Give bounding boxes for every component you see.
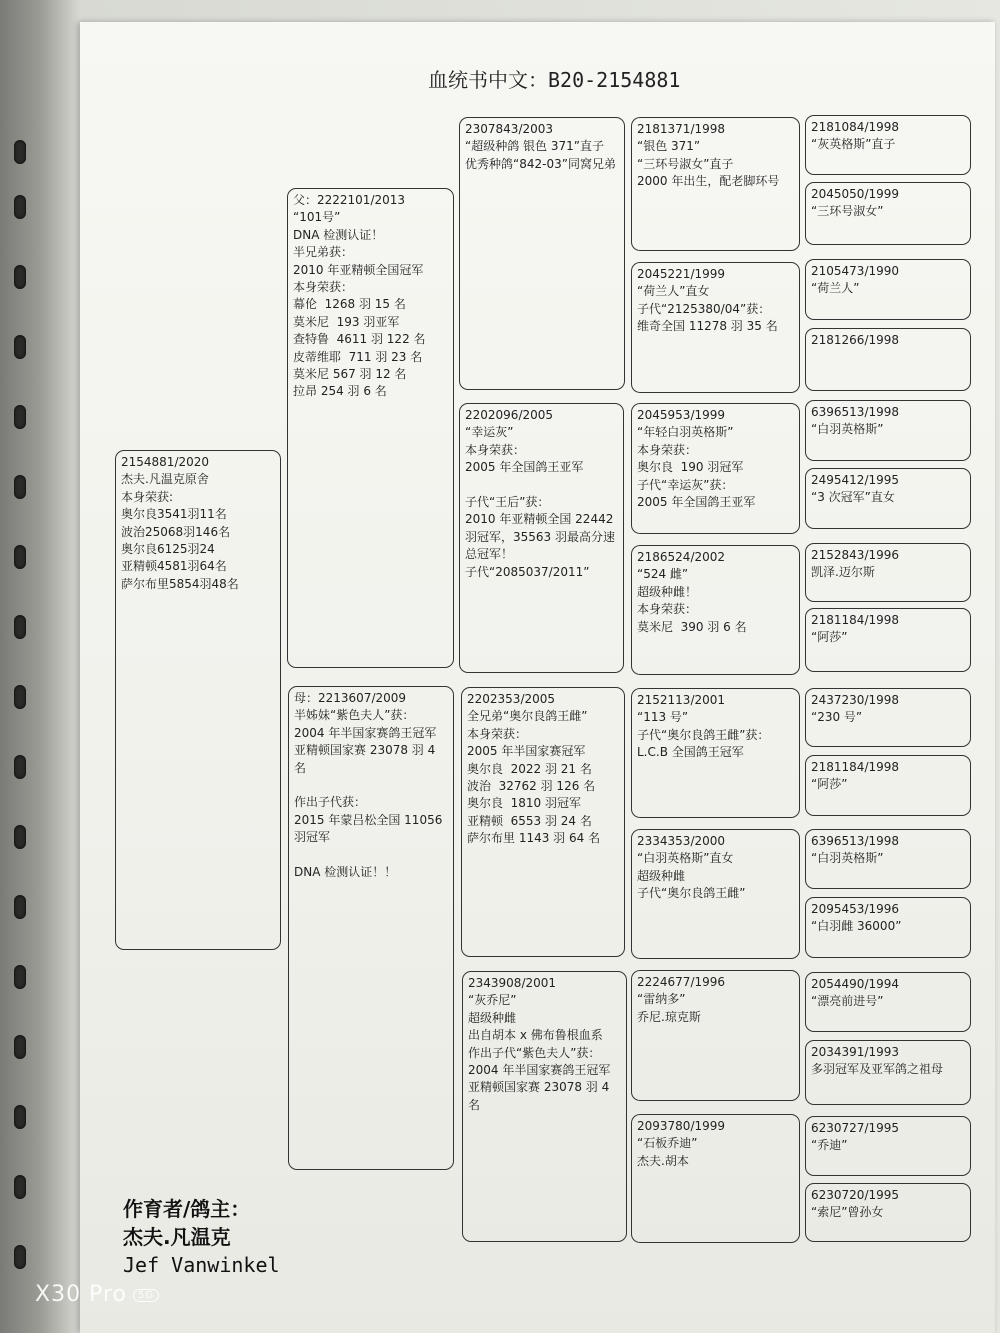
pedigree-line: [294, 777, 448, 794]
pedigree-line: 超级种雌: [637, 868, 686, 883]
grandsire-maternal-box: [461, 687, 625, 957]
pedigree-line: “荷兰人”直女: [637, 284, 710, 299]
pedigree-line: 波治 32762 羽 126 名: [467, 779, 596, 794]
ring-number: 2054490/1994: [811, 977, 900, 991]
pedigree-line: “白羽英格斯”直女: [637, 851, 734, 866]
gen4-box: [805, 1183, 971, 1242]
pedigree-line: L.C.B 全国鸽王冠军: [637, 745, 744, 760]
pigeon-box: [115, 450, 281, 950]
pedigree-line: [465, 477, 618, 494]
pedigree-line: 子代“2125380/04”获：: [637, 301, 771, 316]
gen3-box: [631, 545, 800, 675]
ring-number: 2034391/1993: [811, 1045, 900, 1059]
pedigree-line: 2010 年亚精顿全国冠军: [293, 262, 424, 277]
pedigree-line: DNA 检测认证！！: [294, 865, 397, 880]
pedigree-line: “阿莎”: [811, 630, 848, 645]
pedigree-line: 优秀种鸽“842-03”同窝兄弟: [465, 156, 616, 171]
pedigree-line: 子代“幸运灰”获：: [637, 477, 734, 492]
ring-number: 母：2213607/2009: [294, 691, 407, 705]
ring-number: 2202096/2005: [465, 408, 554, 422]
pedigree-line: 全兄弟“奥尔良鸽王雌”: [467, 709, 588, 724]
breeder-label: 作育者/鸽主：: [123, 1197, 251, 1221]
pedigree-line: 子代“王后”获：: [465, 495, 550, 510]
binder-hole: [14, 1245, 26, 1269]
pedigree-line: “年轻白羽英格斯”: [637, 425, 734, 440]
binder-hole: [14, 140, 26, 164]
pedigree-line: “银色 371”: [637, 139, 701, 154]
gen4-box: [805, 182, 971, 245]
pedigree-line: 子代“2085037/2011”: [465, 564, 590, 579]
pedigree-line: 亚精顿 6553 羽 24 名: [467, 813, 592, 828]
pedigree-line: 超级种雌！: [637, 584, 698, 599]
gen3-box: [631, 829, 800, 959]
binder-hole: [14, 755, 26, 779]
pedigree-line: 2015 年蒙吕松全国 11056 羽冠军: [294, 812, 447, 845]
pedigree-line: 作出子代获：: [294, 795, 367, 810]
binder-hole: [14, 545, 26, 569]
binder-hole: [14, 825, 26, 849]
gen4-box: [805, 1116, 971, 1176]
pedigree-line: “三环号淑女”直子: [637, 156, 734, 171]
gen4-box: [805, 543, 971, 602]
pedigree-line: “113 号”: [637, 710, 689, 725]
pedigree-line: 乔尼.琼克斯: [637, 1009, 701, 1024]
sire-box: [287, 188, 454, 668]
pedigree-line: “乔迪”: [811, 1138, 848, 1153]
pedigree-line: 2010 年亚精顿全国 22442 羽冠军，35563 羽最高分速总冠军！: [465, 512, 618, 562]
pedigree-line: 作出子代“紫色夫人”获：: [468, 1045, 601, 1060]
gen4-box: [805, 400, 971, 461]
pedigree-line: 多羽冠军及亚军鸽之祖母: [811, 1062, 944, 1077]
pedigree-line: “荷兰人”: [811, 281, 860, 296]
pedigree-line: 萨尔布里 1143 羽 64 名: [467, 831, 601, 846]
ring-number: 2307843/2003: [465, 122, 554, 136]
ring-number: 2093780/1999: [637, 1119, 726, 1133]
binder-hole: [14, 265, 26, 289]
ring-number: 2181184/1998: [811, 760, 900, 774]
gen3-box: [631, 1114, 800, 1243]
ring-number: 2334353/2000: [637, 834, 726, 848]
pedigree-line: 本身荣获：: [465, 442, 526, 457]
pedigree-line: [294, 847, 448, 864]
pedigree-line: DNA 检测认证！: [293, 227, 384, 242]
pedigree-line: “幸运灰”: [465, 425, 514, 440]
ring-number: 2045221/1999: [637, 267, 726, 281]
pedigree-line: 杰夫.胡本: [637, 1153, 689, 1168]
binder-hole: [14, 685, 26, 709]
breeder-name-cn: 杰夫.凡温克: [123, 1225, 231, 1249]
pedigree-line: 凯泽.迈尔斯: [811, 565, 875, 580]
pedigree-line: 本身荣获：: [293, 280, 354, 295]
gen4-box: [805, 328, 971, 391]
pedigree-line: 超级种雌: [468, 1010, 517, 1025]
ring-number: 2181266/1998: [811, 333, 900, 347]
pedigree-line: “三环号淑女”: [811, 204, 884, 219]
ring-number: 2105473/1990: [811, 264, 900, 278]
page-title: [428, 64, 680, 93]
gen3-box: [631, 970, 800, 1101]
pedigree-line: “230 号”: [811, 710, 863, 725]
ring-number: 6230720/1995: [811, 1188, 900, 1202]
pedigree-line: 幕伦 1268 羽 15 名: [293, 297, 406, 312]
watermark-badge: 5G: [133, 1289, 159, 1302]
ring-number: 2495412/1995: [811, 473, 900, 487]
pedigree-line: 杰夫.凡温克原舍: [121, 472, 209, 487]
pedigree-line: “索尼”曾孙女: [811, 1205, 884, 1220]
pedigree-line: 子代“奥尔良鸽王雌”: [637, 886, 746, 901]
pedigree-line: 子代“奥尔良鸽王雌”获：: [637, 727, 770, 742]
dam-box: [288, 686, 454, 1170]
pedigree-line: 2004 年半国家赛鸽王冠军: [468, 1063, 611, 1078]
binder-hole: [14, 895, 26, 919]
gen4-box: [805, 829, 971, 889]
ring-number: 2152843/1996: [811, 548, 900, 562]
pedigree-line: 本身荣获：: [467, 726, 528, 741]
ring-number: 2343908/2001: [468, 976, 557, 990]
gen3-box: [631, 117, 800, 251]
ring-number: 父：2222101/2013: [293, 193, 406, 207]
pedigree-line: “白羽英格斯”: [811, 422, 884, 437]
pedigree-line: “漂亮前进号”: [811, 994, 884, 1009]
pedigree-line: “524 雌”: [637, 567, 689, 582]
grandsire-paternal-box: [459, 117, 625, 390]
ring-number: 2181084/1998: [811, 120, 900, 134]
ring-number: 2181184/1998: [811, 613, 900, 627]
ring-number: 2437230/1998: [811, 693, 900, 707]
pedigree-line: 波治25068羽146名: [121, 524, 231, 539]
pedigree-line: 亚精顿国家赛 23078 羽 4 名: [468, 1080, 614, 1112]
gen3-box: [631, 262, 800, 393]
gen4-box: [805, 688, 971, 747]
pedigree-line: 奥尔良 190 羽冠军: [637, 460, 744, 475]
pedigree-line: 莫米尼 193 羽亚军: [293, 314, 400, 329]
pedigree-line: “白羽雌 36000”: [811, 919, 902, 934]
title-label: 血统书中文：: [428, 68, 548, 92]
pedigree-line: 查特鲁 4611 羽 122 名: [293, 332, 426, 347]
binder-hole: [14, 615, 26, 639]
pedigree-line: “白羽英格斯”: [811, 851, 884, 866]
ring-number: 2045953/1999: [637, 408, 726, 422]
breeder-name-en: Jef Vanwinkel: [123, 1253, 280, 1277]
pedigree-line: 出自胡本 x 佛布鲁根血系: [468, 1028, 603, 1043]
pedigree-line: 亚精顿4581羽64名: [121, 559, 227, 574]
pedigree-line: 半姊妹“紫色夫人”获：: [294, 708, 415, 723]
pedigree-line: 皮蒂维耶 711 羽 23 名: [293, 349, 423, 364]
gen4-box: [805, 972, 971, 1032]
gen4-box: [805, 608, 971, 672]
ring-number: 2095453/1996: [811, 902, 900, 916]
pedigree-line: 2004 年半国家赛鸽王冠军: [294, 725, 437, 740]
pedigree-line: 亚精顿国家赛 23078 羽 4 名: [294, 743, 440, 775]
binder-hole: [14, 405, 26, 429]
pedigree-line: 拉昂 254 羽 6 名: [293, 384, 387, 399]
binder-hole: [14, 1175, 26, 1199]
gen4-box: [805, 755, 971, 816]
pedigree-line: “石板乔迪”: [637, 1136, 698, 1151]
ring-number: 2154881/2020: [121, 455, 210, 469]
pedigree-line: “超级种鸽 银色 371”直子: [465, 139, 604, 154]
ring-number: 6230727/1995: [811, 1121, 900, 1135]
pedigree-line: 2005 年半国家赛冠军: [467, 744, 586, 759]
pedigree-line: “灰英格斯”直子: [811, 137, 896, 152]
pedigree-line: 本身荣获:: [121, 489, 174, 504]
gen4-box: [805, 115, 971, 175]
title-code: B20-2154881: [548, 68, 681, 92]
pedigree-line: 2005 年全国鸽王亚军: [465, 460, 584, 475]
pedigree-line: “雷纳多”: [637, 992, 686, 1007]
pedigree-line: 半兄弟获：: [293, 245, 354, 260]
watermark-text: X30 Pro: [35, 1282, 127, 1307]
pedigree-line: “阿莎”: [811, 777, 848, 792]
pedigree-line: 莫米尼 390 羽 6 名: [637, 619, 747, 634]
granddam-paternal-box: [459, 403, 624, 673]
binder-hole: [14, 475, 26, 499]
ring-number: 6396513/1998: [811, 405, 900, 419]
pedigree-line: 本身荣获：: [637, 442, 698, 457]
gen4-box: [805, 1040, 971, 1105]
pedigree-line: 奥尔良 1810 羽冠军: [467, 796, 581, 811]
ring-number: 2186524/2002: [637, 550, 726, 564]
camera-watermark: [35, 1282, 159, 1307]
gen3-box: [631, 688, 800, 818]
pedigree-line: 2005 年全国鸽王亚军: [637, 495, 756, 510]
breeder-block: [123, 1195, 280, 1279]
ring-number: 6396513/1998: [811, 834, 900, 848]
pedigree-line: 莫米尼 567 羽 12 名: [293, 367, 407, 382]
pedigree-line: “101号”: [293, 210, 341, 225]
binder-hole: [14, 335, 26, 359]
granddam-maternal-box: [462, 971, 627, 1242]
pedigree-line: 萨尔布里5854羽48名: [121, 576, 239, 591]
gen3-box: [631, 403, 800, 534]
gen4-box: [805, 468, 971, 529]
pedigree-line: 奥尔良6125羽24: [121, 542, 215, 557]
pedigree-line: 维奇全国 11278 羽 35 名: [637, 319, 778, 334]
pedigree-line: “3 次冠军”直女: [811, 490, 895, 505]
pedigree-line: 本身荣获：: [637, 602, 698, 617]
pedigree-line: “灰乔尼”: [468, 993, 517, 1008]
ring-number: 2152113/2001: [637, 693, 726, 707]
pedigree-line: 奥尔良 2022 羽 21 名: [467, 761, 592, 776]
gen4-box: [805, 259, 971, 320]
binder-hole: [14, 965, 26, 989]
binder-hole: [14, 195, 26, 219]
binder-hole: [14, 1105, 26, 1129]
pedigree-line: 2000 年出生，配老脚环号: [637, 174, 780, 189]
ring-number: 2224677/1996: [637, 975, 726, 989]
pedigree-line: 奥尔良3541羽11名: [121, 507, 227, 522]
gen4-box: [805, 897, 971, 958]
ring-number: 2045050/1999: [811, 187, 900, 201]
ring-number: 2181371/1998: [637, 122, 726, 136]
ring-number: 2202353/2005: [467, 692, 556, 706]
binder-hole: [14, 1035, 26, 1059]
